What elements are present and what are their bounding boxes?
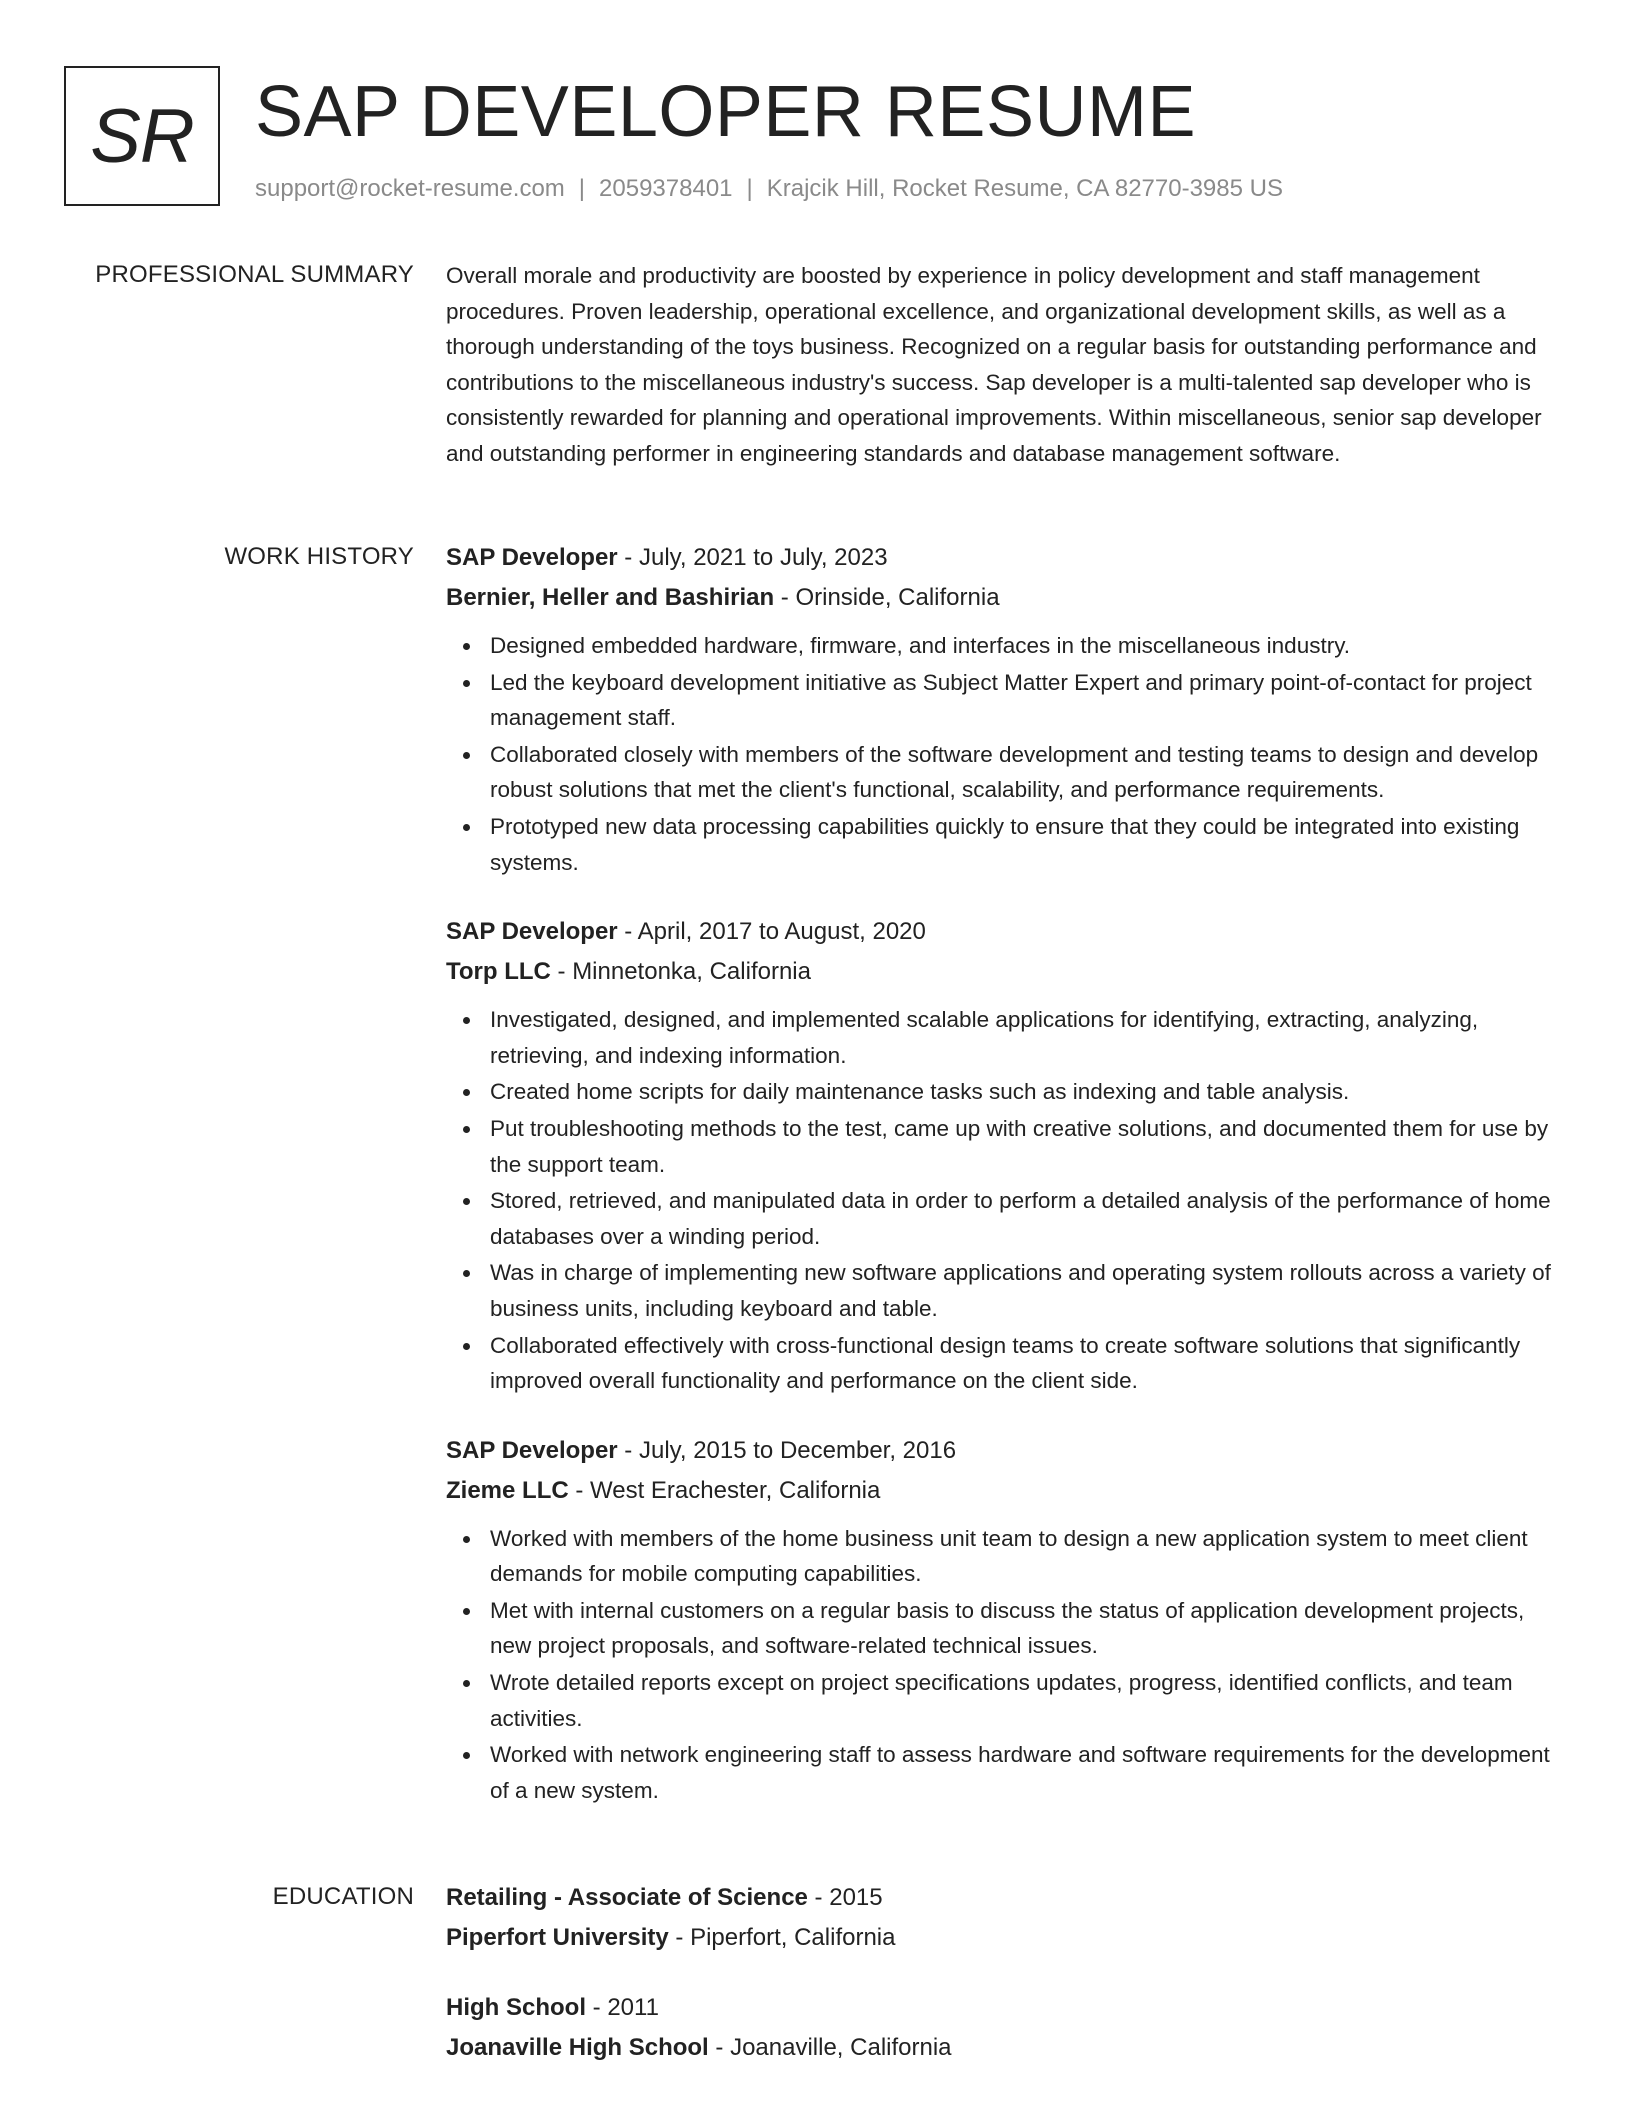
job-bullet: Worked with members of the home business unit team to design a new application system to meet client demands for mobile computing capabilities. xyxy=(446,1521,1568,1592)
job-dates: - July, 2015 to December, 2016 xyxy=(617,1436,957,1464)
education-school: Joanaville High School xyxy=(446,2034,709,2061)
job-entry xyxy=(446,912,1568,1399)
contact-line xyxy=(255,174,1283,204)
contact-separator: | xyxy=(746,175,753,202)
job-title: SAP Developer xyxy=(446,1436,618,1464)
education-entry xyxy=(446,1878,1568,1958)
job-company: Zieme LLC xyxy=(446,1476,569,1504)
job-bullet: Wrote detailed reports except on project specifications updates, progress, identified conflicts, and team activities. xyxy=(446,1665,1568,1736)
job-company-line xyxy=(446,578,1568,618)
education-location: - Piperfort, California xyxy=(668,1924,896,1951)
summary-body xyxy=(446,258,1568,472)
job-entry xyxy=(446,1431,1568,1809)
education-school: Piperfort University xyxy=(446,1924,669,1951)
job-bullets xyxy=(446,628,1568,880)
summary-text: Overall morale and productivity are boosted by experience in policy development and staff management procedures. Proven leadership, operational excellence, and organizational development skills, as well as a thorough understanding of the toys business. Recognized on a regular basis for outstanding performance and contributions to the miscellaneous industry's success. Sap developer is a multi-talented sap developer who is consistently rewarded for planning and operational improvements. Within miscellaneous, senior sap developer and outstanding performer in engineering standards and database management software. xyxy=(446,263,1542,466)
education-body xyxy=(446,1878,1568,2098)
job-company: Bernier, Heller and Bashirian xyxy=(446,584,775,611)
job-bullet: Prototyped new data processing capabilities quickly to ensure that they could be integrated into existing systems. xyxy=(446,809,1568,880)
job-bullet: Met with internal customers on a regular basis to discuss the status of application development projects, new project proposals, and software-related technical issues. xyxy=(446,1593,1568,1664)
job-title-line xyxy=(446,912,1568,952)
work-history-body xyxy=(446,538,1568,1840)
contact-email: support@rocket-resume.com xyxy=(255,175,565,202)
education-location: - Joanaville, California xyxy=(708,2034,952,2061)
contact-phone: 2059378401 xyxy=(599,175,733,202)
education-entry xyxy=(446,1988,1568,2068)
job-bullet: Investigated, designed, and implemented scalable applications for identifying, extracting, analyzing, retrieving, and indexing information. xyxy=(446,1002,1568,1073)
job-dates: - April, 2017 to August, 2020 xyxy=(617,918,926,946)
education-year: - 2015 xyxy=(807,1884,883,1911)
education-degree: Retailing - Associate of Science xyxy=(446,1884,808,1911)
education-degree-line xyxy=(446,1988,1568,2028)
contact-address: Krajcik Hill, Rocket Resume, CA 82770-3985 US xyxy=(766,175,1283,202)
job-bullet: Collaborated effectively with cross-functional design teams to create software solutions that significantly improved overall functionality and performance on the client side. xyxy=(446,1328,1568,1399)
job-bullet: Designed embedded hardware, firmware, and interfaces in the miscellaneous industry. xyxy=(446,628,1568,664)
summary-heading: PROFESSIONAL SUMMARY xyxy=(95,261,414,288)
job-title: SAP Developer xyxy=(446,544,618,571)
job-bullet: Stored, retrieved, and manipulated data in order to perform a detailed analysis of the performance of home databases over a winding period. xyxy=(446,1183,1568,1254)
job-bullet: Was in charge of implementing new software applications and operating system rollouts across a variety of business units, including keyboard and table. xyxy=(446,1255,1568,1326)
education-year: - 2011 xyxy=(586,1994,659,2021)
job-location: - Minnetonka, California xyxy=(550,958,811,986)
job-bullet: Worked with network engineering staff to assess hardware and software requirements for the development of a new system. xyxy=(446,1737,1568,1808)
job-dates: - July, 2021 to July, 2023 xyxy=(617,544,888,571)
job-entry xyxy=(446,538,1568,880)
contact-separator: | xyxy=(578,175,586,202)
education-school-line xyxy=(446,2028,1568,2068)
education-heading: EDUCATION xyxy=(272,1883,414,1910)
job-title-line xyxy=(446,1431,1568,1471)
education-degree-line xyxy=(446,1878,1568,1918)
job-bullet: Put troubleshooting methods to the test, came up with creative solutions, and documented them for use by the support team. xyxy=(446,1111,1568,1182)
education-school-line xyxy=(446,1918,1568,1958)
job-bullets xyxy=(446,1002,1568,1399)
resume-title: SAP DEVELOPER RESUME xyxy=(255,72,1196,152)
job-bullets xyxy=(446,1521,1568,1809)
resume-header xyxy=(64,66,1568,216)
job-bullet: Created home scripts for daily maintenance tasks such as indexing and table analysis. xyxy=(446,1074,1568,1110)
job-bullet: Collaborated closely with members of the software development and testing teams to design and develop robust solutions that met the client's functional, scalability, and performance requirements. xyxy=(446,737,1568,808)
work-history-heading: WORK HISTORY xyxy=(224,543,414,570)
job-location: - West Erachester, California xyxy=(568,1476,881,1504)
education-degree: High School xyxy=(446,1994,586,2021)
monogram-badge: SR xyxy=(64,66,220,206)
job-company-line xyxy=(446,952,1568,992)
job-title: SAP Developer xyxy=(446,918,618,946)
job-bullet: Led the keyboard development initiative as Subject Matter Expert and primary point-of-contact for project management staff. xyxy=(446,665,1568,736)
job-title-line xyxy=(446,538,1568,578)
job-company-line xyxy=(446,1471,1568,1511)
job-company: Torp LLC xyxy=(446,958,551,986)
job-location: - Orinside, California xyxy=(774,584,1000,611)
